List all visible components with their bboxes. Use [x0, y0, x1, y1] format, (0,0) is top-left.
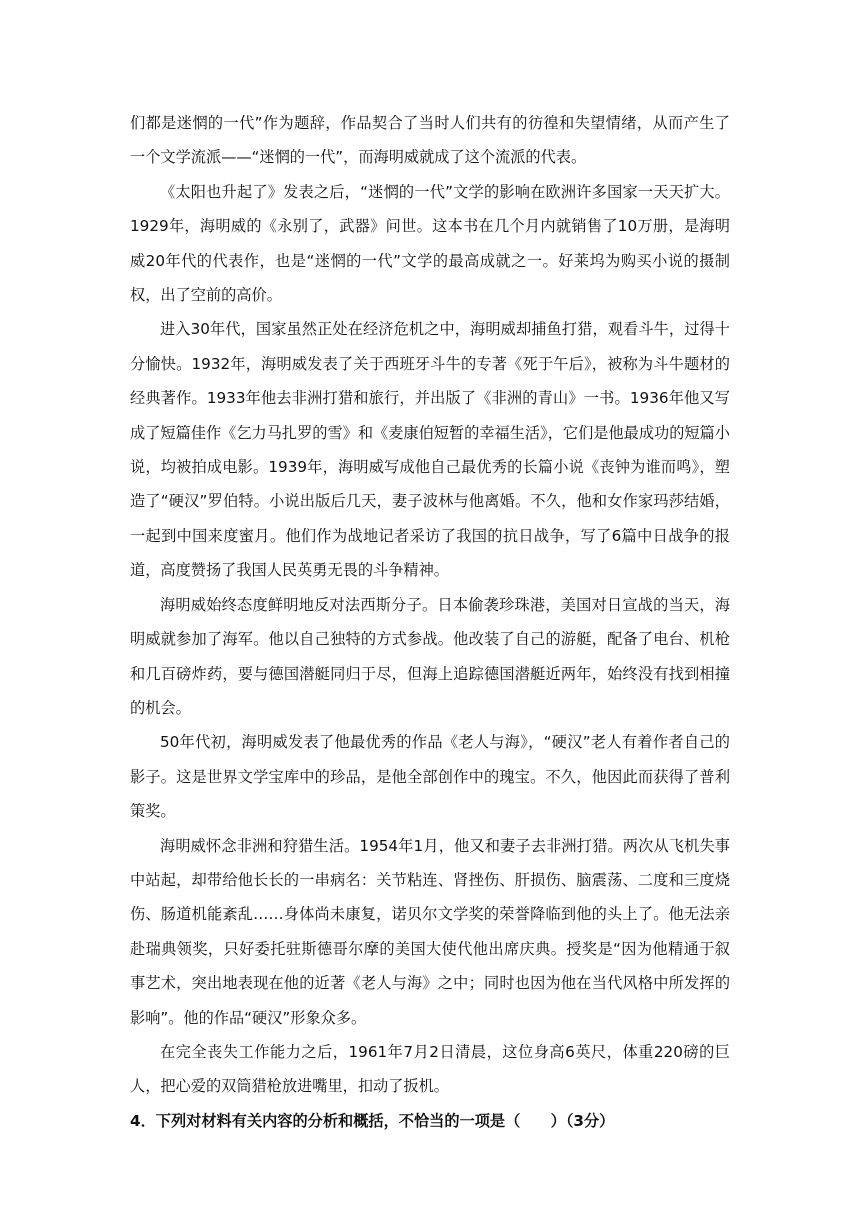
article-body	[130, 106, 730, 1138]
paragraph-7: 在完全丧失工作能力之后，1961年7月2日清晨，这位身高6英尺，体重220磅的巨人，把心爱的双筒猎枪放进嘴里，扣动了扳机。	[130, 1042, 730, 1096]
paragraph-6: 海明威怀念非洲和狩猎生活。1954年1月，他又和妻子去非洲打猎。两次从飞机失事中站起，却带给他长长的一串病名：关节粘连、肾挫伤、肝损伤、脑震荡、二度和三度烧伤、肠道机能紊乱……身体尚未康复，诺贝尔文学奖的荣誉降临到他的头上了。他无法亲赴瑞典领奖，只好委托驻斯德哥尔摩的美国大使代他出席庆典。授奖是“因为他精通于叙事艺术，突出地表现在他的近著《老人与海》之中；同时也因为他在当代风格中所发挥的影响”。他的作品“硬汉”形象众多。	[130, 836, 730, 1027]
paragraph-1: 们都是迷惘的一代”作为题辞，作品契合了当时人们共有的彷徨和失望情绪，从而产生了一个文学流派——“迷惘的一代”，而海明威就成了这个流派的代表。	[130, 114, 730, 167]
paragraph-2: 《太阳也升起了》发表之后，“迷惘的一代”文学的影响在欧洲许多国家一天天扩大。1929年，海明威的《永别了，武器》问世。这本书在几个月内就销售了10万册，是海明威20年代的代表作，也是“迷惘的一代”文学的最高成就之一。好莱坞为购买小说的摄制权，出了空前的高价。	[130, 182, 730, 305]
paragraph-4: 海明威始终态度鲜明地反对法西斯分子。日本偷袭珍珠港，美国对日宣战的当天，海明威就参加了海军。他以自己独特的方式参战。他改装了自己的游艇，配备了电台、机枪和几百磅炸药，要与德国潜艇同归于尽，但海上追踪德国潜艇近两年，始终没有找到相撞的机会。	[130, 595, 730, 717]
paragraph-5: 50年代初，海明威发表了他最优秀的作品《老人与海》，“硬汉”老人有着作者自己的影子。这是世界文学宝库中的珍品，是他全部创作中的瑰宝。不久，他因此而获得了普利策奖。	[130, 733, 730, 821]
question-4: 4．下列对材料有关内容的分析和概括，不恰当的一项是（ ）（3分）	[130, 1111, 615, 1130]
paragraph-3: 进入30年代，国家虽然正处在经济危机之中，海明威却捕鱼打猎，观看斗牛，过得十分愉快。1932年，海明威发表了关于西班牙斗牛的专著《死于午后》，被称为斗牛题材的经典著作。1933年他去非洲打猎和旅行，并出版了《非洲的青山》一书。1936年他又写成了短篇佳作《乞力马扎罗的雪》和《麦康伯短暂的幸福生活》，它们是他最成功的短篇小说，均被拍成电影。1939年，海明威写成他自己最优秀的长篇小说《丧钟为谁而鸣》，塑造了“硬汉”罗伯特。小说出版后几天，妻子波林与他离婚。不久，他和女作家玛莎结婚，一起到中国来度蜜月。他们作为战地记者采访了我国的抗日战争，写了6篇中日战争的报道，高度赞扬了我国人民英勇无畏的斗争精神。	[130, 320, 730, 580]
